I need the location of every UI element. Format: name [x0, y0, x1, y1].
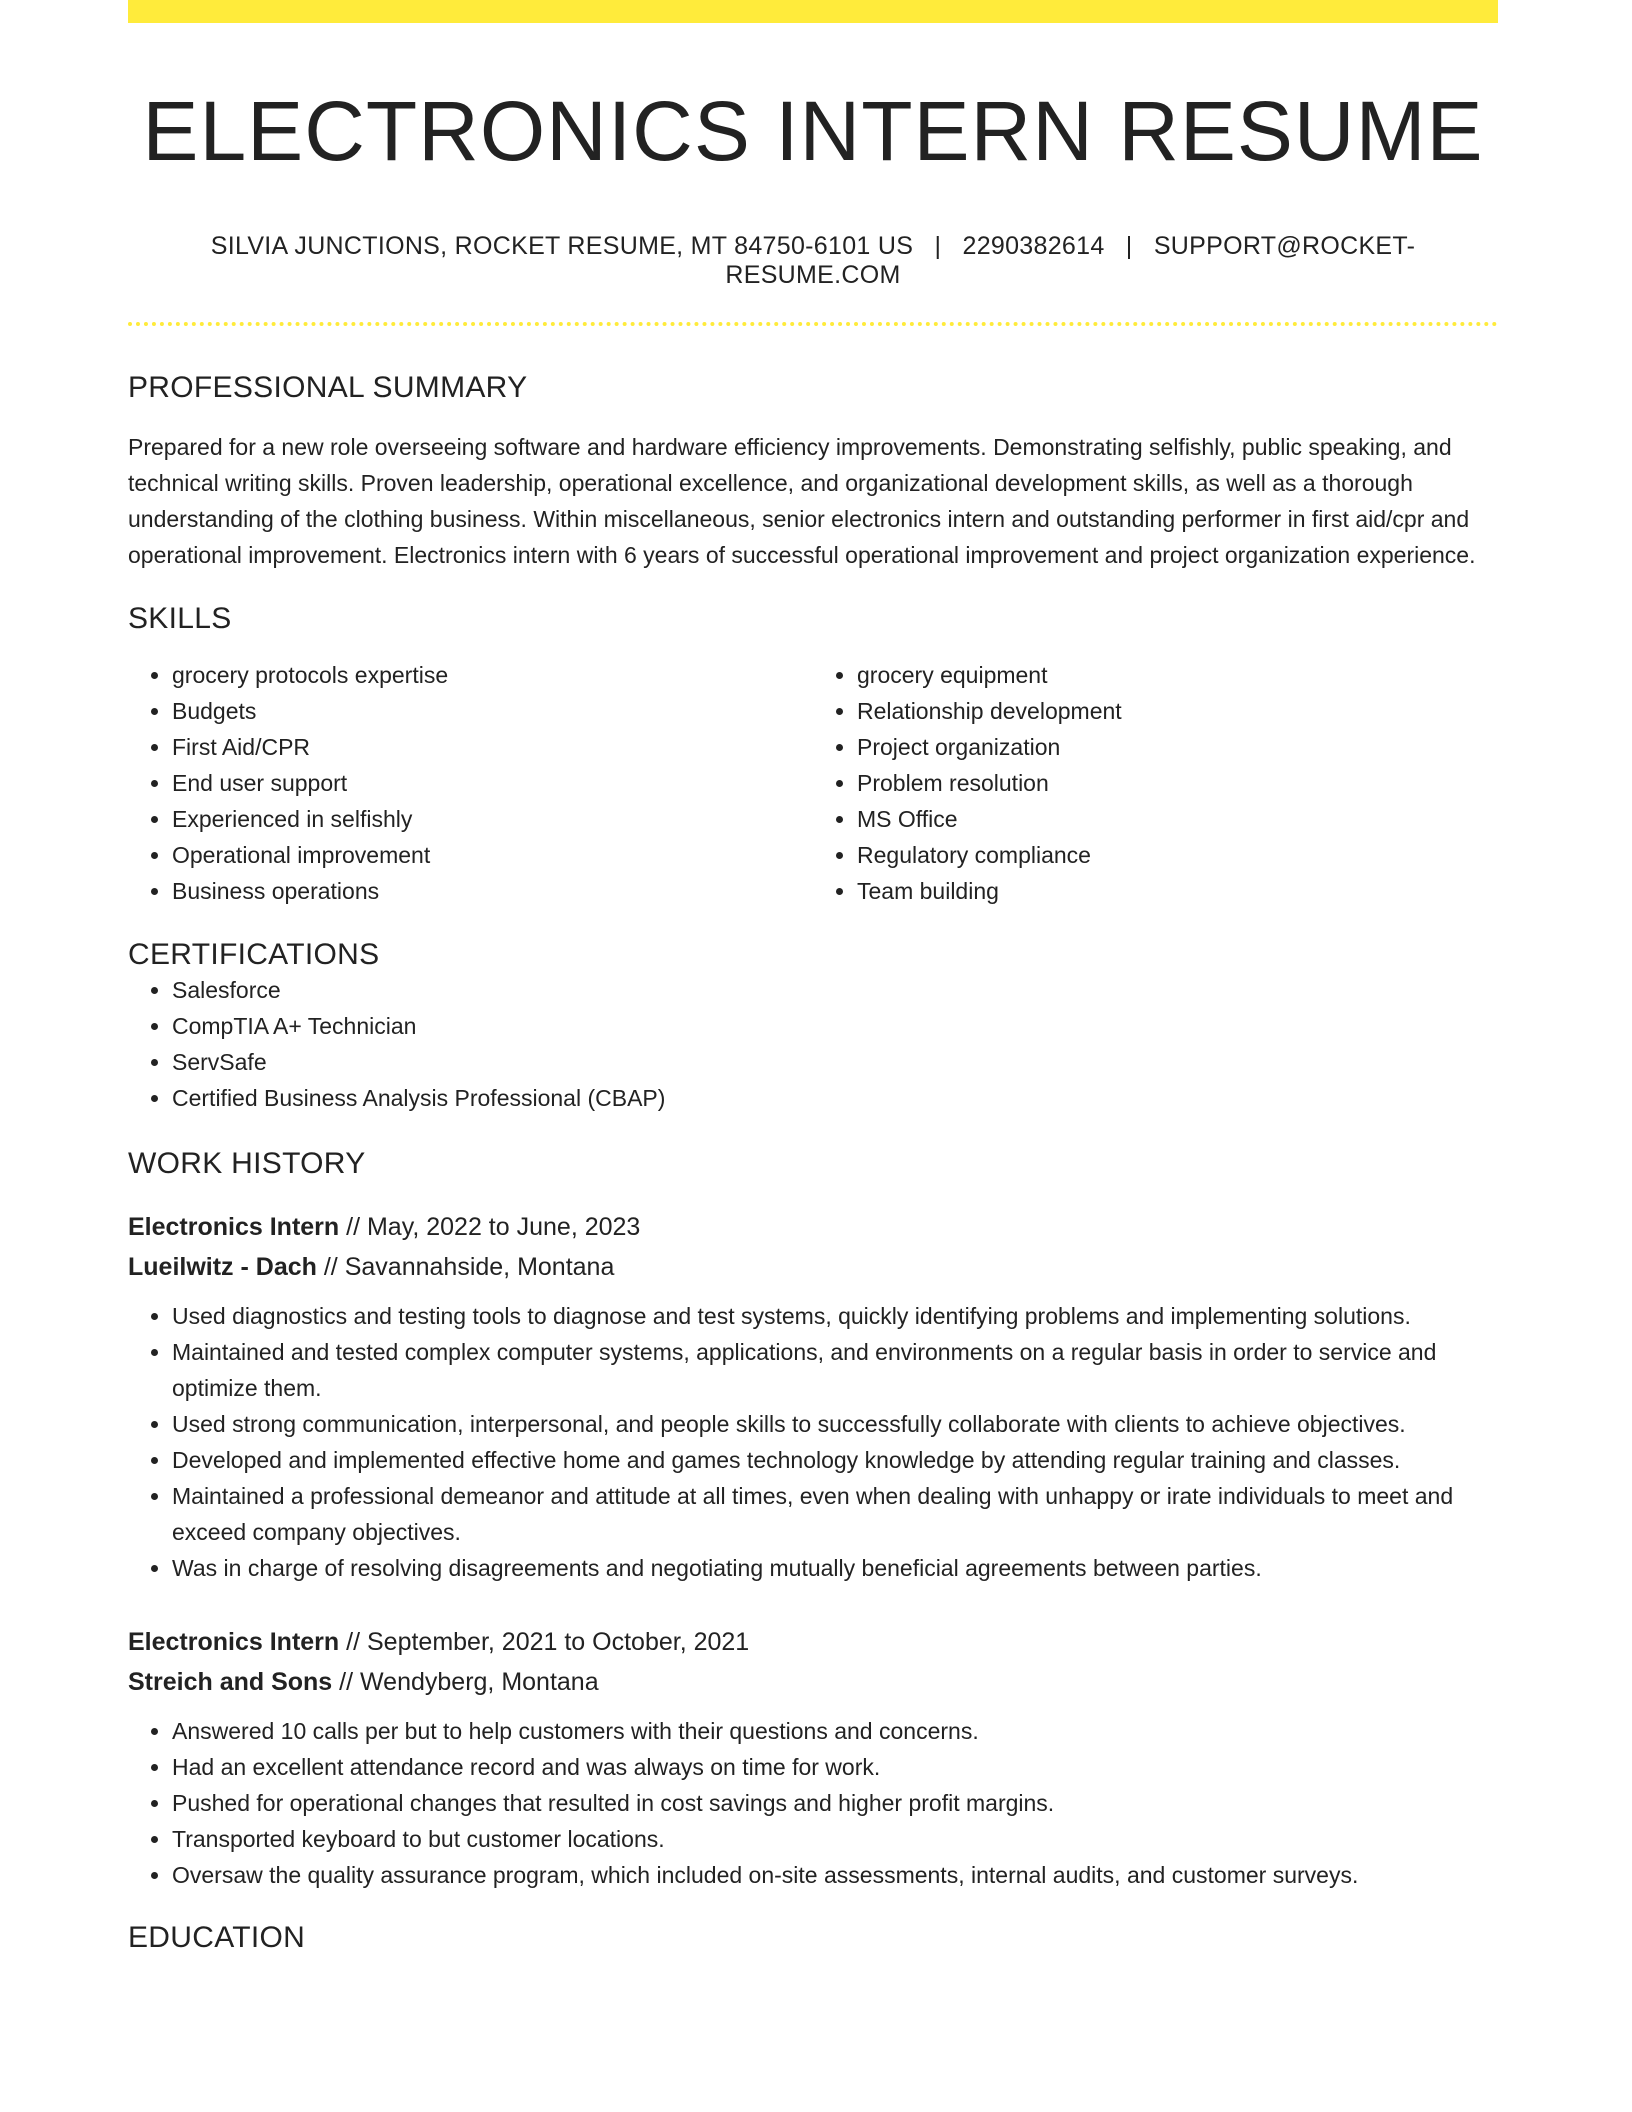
job-dates: May, 2022 to June, 2023 [366, 1212, 641, 1241]
skill-item: • Problem resolution [857, 765, 1498, 801]
contact-separator: | [1125, 231, 1133, 260]
summary-text: Prepared for a new role overseeing software and hardware efficiency improvements. Demonstrating selfishly, public speaking, and technical writing skills. Proven leadership, operational excellence, and organizational development skills, as well as a thorough understanding of the clothing business. Within miscellaneous, senior electronics intern and outstanding performer in first aid/cpr and operational improvement. Electronics intern with 6 years of successful operational improvement and project organization experience. [128, 433, 1476, 568]
skill-item: • Regulatory compliance [857, 837, 1498, 873]
job-location: Wendyberg, Montana [360, 1667, 599, 1696]
skill-item: • Operational improvement [172, 837, 813, 873]
skills-column-left [128, 657, 813, 909]
certification-item: • Certified Business Analysis Professional (CBAP) [172, 1080, 1498, 1116]
skill-item: • Experienced in selfishly [172, 801, 813, 837]
skill-item: • Business operations [172, 873, 813, 909]
job-separator: // [339, 1667, 354, 1696]
certification-item: • Salesforce [172, 972, 1498, 1008]
accent-bar [128, 0, 1498, 23]
skills-heading: SKILLS [128, 601, 232, 635]
job-company-line [128, 1247, 1498, 1287]
skill-item: • Project organization [857, 729, 1498, 765]
skills-list [128, 657, 1498, 909]
resume-title: ELECTRONICS INTERN RESUME [142, 84, 1484, 178]
dotted-divider [128, 322, 1498, 326]
contact-address: SILVIA JUNCTIONS, ROCKET RESUME, MT 84750-6101 US [210, 231, 914, 260]
job-duty: • Had an excellent attendance record and was always on time for work. [172, 1749, 1498, 1785]
resume-page [128, 0, 1498, 1955]
job-entry [128, 1207, 1498, 1586]
job-duties [128, 1298, 1498, 1586]
certification-item: • ServSafe [172, 1044, 1498, 1080]
contact-phone: 2290382614 [962, 231, 1105, 260]
job-duty: • Answered 10 calls per but to help customers with their questions and concerns. [172, 1713, 1498, 1749]
contact-email: SUPPORT@ROCKET-RESUME.COM [725, 231, 1416, 289]
contact-separator: | [934, 231, 942, 260]
job-duty: • Maintained and tested complex computer systems, applications, and environments on a regular basis in order to service and optimize them. [172, 1334, 1498, 1406]
skill-item: • MS Office [857, 801, 1498, 837]
job-company: Lueilwitz - Dach [128, 1252, 317, 1281]
certifications-heading: CERTIFICATIONS [128, 937, 380, 971]
job-role-line [128, 1207, 1498, 1247]
work-history-heading: WORK HISTORY [128, 1146, 366, 1180]
job-duty: • Used diagnostics and testing tools to diagnose and test systems, quickly identifying problems and implementing solutions. [172, 1298, 1498, 1334]
job-dates: September, 2021 to October, 2021 [366, 1627, 750, 1656]
certifications-list [128, 972, 1498, 1116]
job-separator: // [346, 1627, 361, 1656]
summary-heading: PROFESSIONAL SUMMARY [128, 370, 528, 404]
job-role: Electronics Intern [128, 1627, 340, 1656]
education-heading: EDUCATION [128, 1920, 306, 1954]
contact-line [128, 232, 1498, 290]
job-separator: // [323, 1252, 338, 1281]
job-duty: • Oversaw the quality assurance program, which included on-site assessments, internal audits, and customer surveys. [172, 1857, 1498, 1893]
job-role-line [128, 1622, 1498, 1662]
job-entry [128, 1622, 1498, 1893]
skill-item: • Budgets [172, 693, 813, 729]
skill-item: • Relationship development [857, 693, 1498, 729]
job-role: Electronics Intern [128, 1212, 340, 1241]
job-duties [128, 1713, 1498, 1893]
skill-item: • Team building [857, 873, 1498, 909]
skills-column-right [813, 657, 1498, 909]
certification-item: • CompTIA A+ Technician [172, 1008, 1498, 1044]
job-duty: • Transported keyboard to but customer locations. [172, 1821, 1498, 1857]
skill-item: • End user support [172, 765, 813, 801]
job-duty: • Maintained a professional demeanor and attitude at all times, even when dealing with unhappy or irate individuals to meet and exceed company objectives. [172, 1478, 1498, 1550]
job-separator: // [346, 1212, 361, 1241]
job-location: Savannahside, Montana [344, 1252, 615, 1281]
skill-item: • First Aid/CPR [172, 729, 813, 765]
skill-item: • grocery protocols expertise [172, 657, 813, 693]
job-duty: • Developed and implemented effective home and games technology knowledge by attending regular training and classes. [172, 1442, 1498, 1478]
job-duty: • Pushed for operational changes that resulted in cost savings and higher profit margins. [172, 1785, 1498, 1821]
job-duty: • Was in charge of resolving disagreements and negotiating mutually beneficial agreements between parties. [172, 1550, 1498, 1586]
job-company-line [128, 1662, 1498, 1702]
job-duty: • Used strong communication, interpersonal, and people skills to successfully collaborate with clients to achieve objectives. [172, 1406, 1498, 1442]
job-company: Streich and Sons [128, 1667, 333, 1696]
skill-item: • grocery equipment [857, 657, 1498, 693]
